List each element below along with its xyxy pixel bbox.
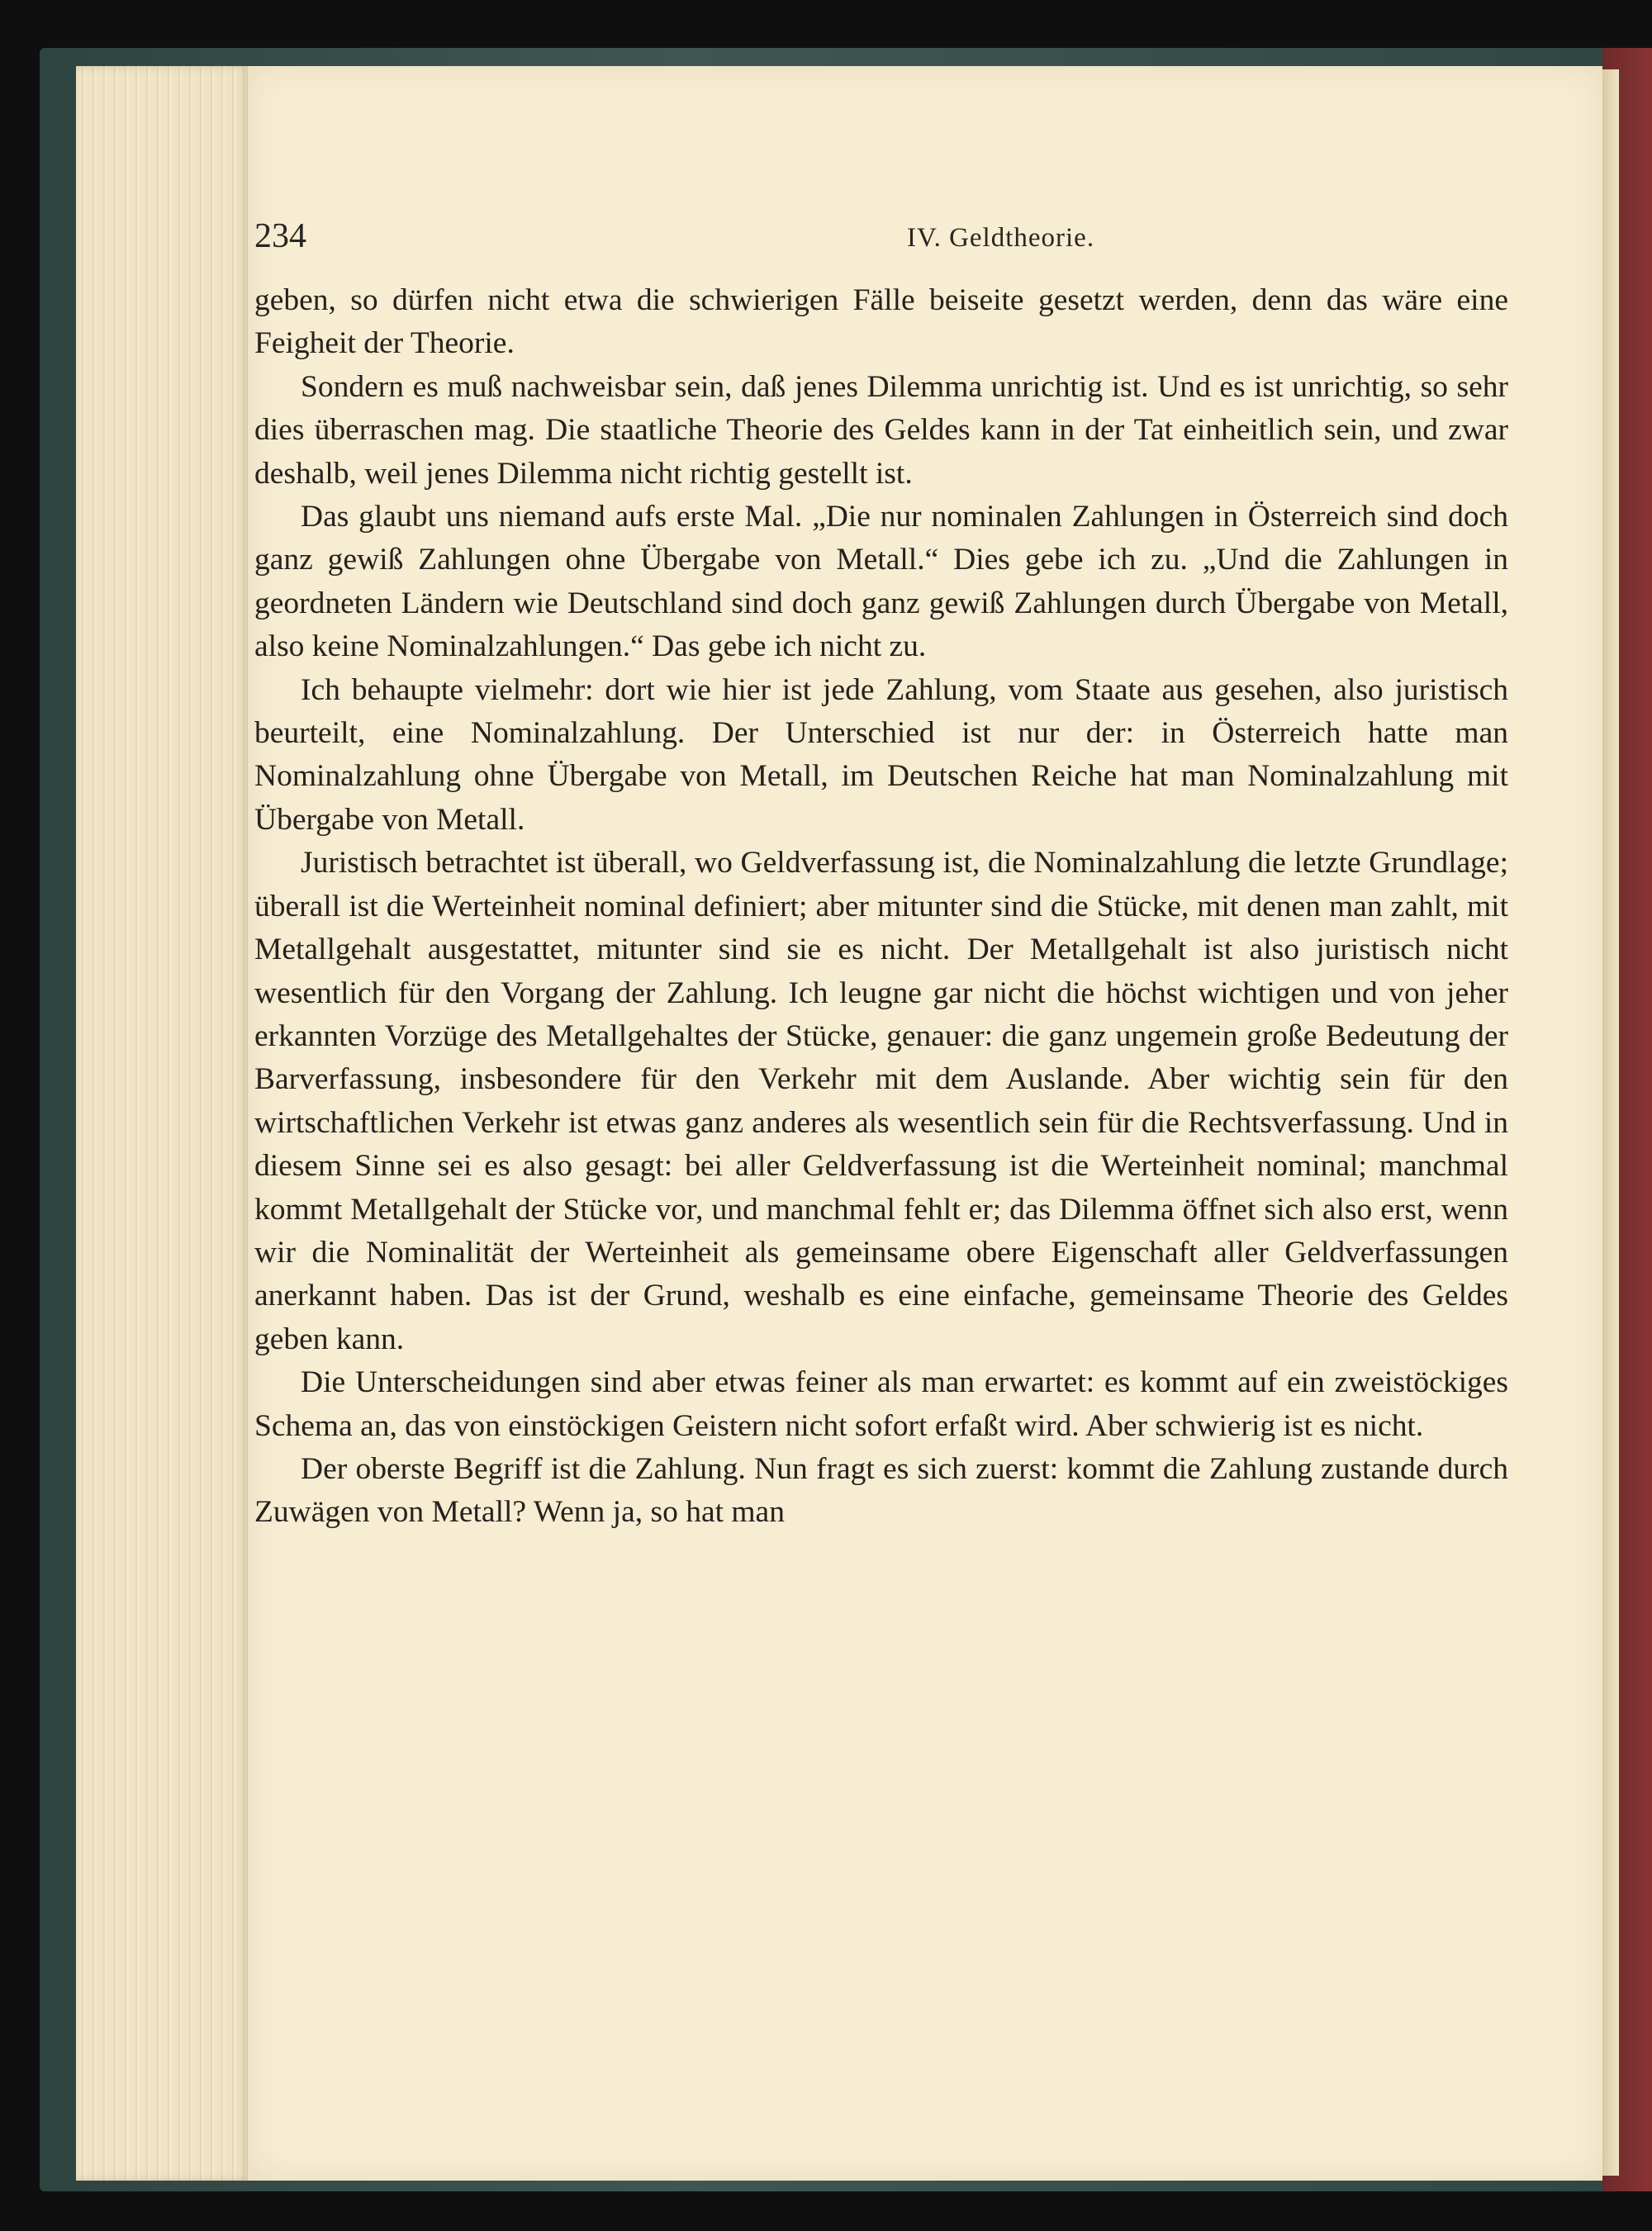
paragraph: Juristisch betrachtet ist überall, wo Geldverfassung ist, die Nominalzahlung die letzte Grundlage; überall ist die Werteinheit nominal definiert; aber mitunter sind die Stücke, mit denen man zahlt, mit Metallgehalt ausgestattet, mitunter sind sie es nicht. Der Metallgehalt ist also juristisch nicht wesentlich für den Vorgang der Zahlung. Ich leugne gar nicht die höchst wichtigen und von jeher erkannten Vorzüge des Metallgehaltes der Stücke, genauer: die ganz ungemein große Bedeutung der Barverfassung, insbesondere für den Verkehr mit dem Auslande. Aber wichtig sein für den wirtschaftlichen Verkehr ist etwas ganz anderes als wesentlich sein für die Rechtsverfassung. Und in diesem Sinne sei es also gesagt: bei aller Geldverfassung ist die Werteinheit nominal; manchmal kommt Metallgehalt der Stücke vor, und manchmal fehlt er; das Dilemma öffnet sich also erst, wenn wir die Nominalität der Werteinheit als gemeinsame obere Eigenschaft aller Geldverfassungen anerkannt haben. Das ist der Grund, weshalb es eine einfache, gemeinsame Theorie des Geldes geben kann. — [254, 846, 1508, 1356]
paragraph: Das glaubt uns niemand aufs erste Mal. „Die nur nominalen Zahlungen in Österreich sind doch ganz gewiß Zahlungen ohne Übergabe von Metall.“ Dies gebe ich zu. „Und die Zahlungen in geordneten Ländern wie Deutschland sind doch ganz gewiß Zahlungen durch Übergabe von Metall, also keine Nominalzahlungen.“ Das gebe ich nicht zu. — [254, 500, 1508, 664]
paragraph: Ich behaupte vielmehr: dort wie hier ist jede Zahlung, vom Staate aus gesehen, also juristisch beurteilt, eine Nominalzahlung. Der Unterschied ist nur der: in Österreich hatte man Nominalzahlung ohne Übergabe von Metall, im Deutschen Reiche hat man Nominalzahlung mit Übergabe von Metall. — [254, 672, 1508, 837]
paragraph: Die Unterscheidungen sind aber etwas feiner als man erwartet: es kommt auf ein zweistöckiges Schema an, das von einstöckigen Geistern nicht sofort erfaßt wird. Aber schwierig ist es nicht. — [254, 1365, 1508, 1443]
facing-page-edge — [1602, 69, 1619, 2176]
page-number: 234 — [254, 217, 306, 255]
paragraph: Sondern es muß nachweisbar sein, daß jenes Dilemma unrichtig ist. Und es ist unrichtig, so sehr dies überraschen mag. Die staatliche Theorie des Geldes kann in der Tat einheitlich sein, und zwar deshalb, weil jenes Dilemma nicht richtig gestellt ist. — [254, 369, 1508, 491]
running-head: IV. Geldtheorie. — [907, 223, 1095, 253]
paragraph: Der oberste Begriff ist die Zahlung. Nun fragt es sich zuerst: kommt die Zahlung zustande durch Zuwägen von Metall? Wenn ja, so hat man — [254, 1451, 1508, 1530]
body-text — [254, 279, 1508, 1535]
page-header — [254, 216, 1535, 266]
paragraph: geben, so dürfen nicht etwa die schwierigen Fälle beiseite gesetzt werden, denn das wäre eine Feigheit der Theorie. — [254, 283, 1508, 361]
page-stack-edges — [76, 66, 249, 2181]
